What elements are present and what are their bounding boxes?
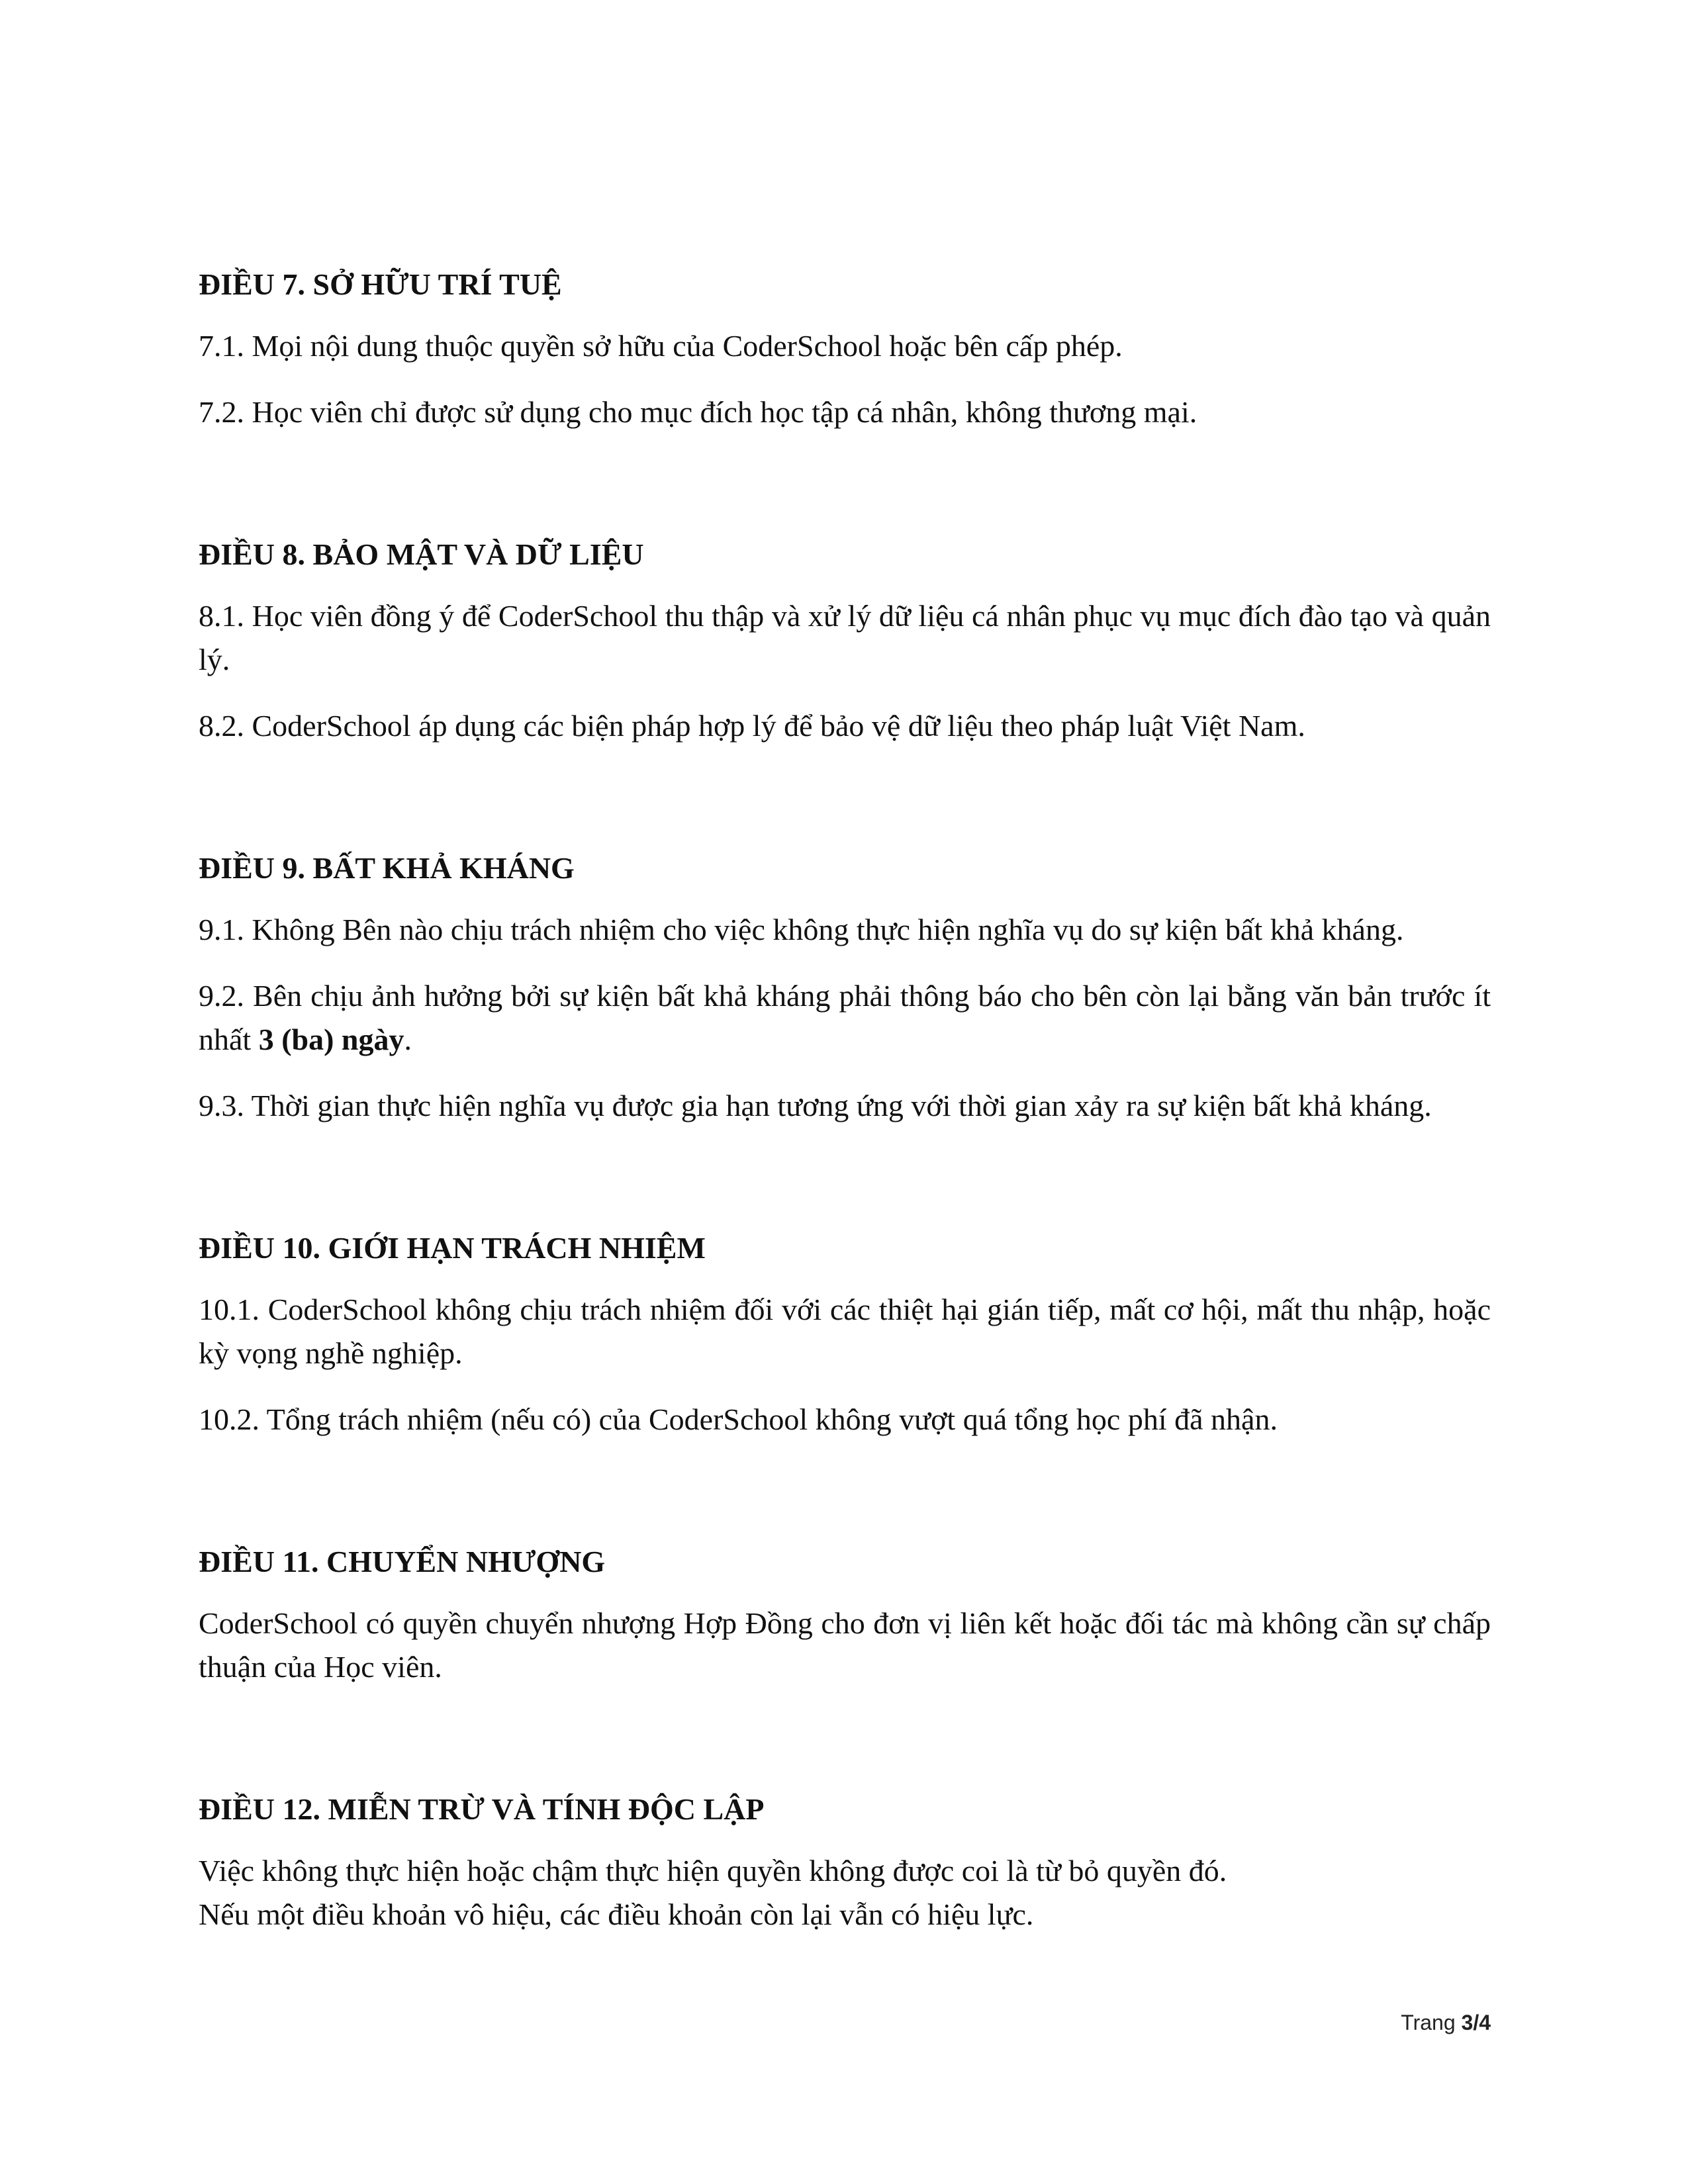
- article-9-clause-2: [199, 974, 1491, 1062]
- page-number-value: 3/4: [1461, 2011, 1491, 2034]
- article-8-clause-2: 8.2. CoderSchool áp dụng các biện pháp hợp lý để bảo vệ dữ liệu theo pháp luật Việt Nam.: [199, 709, 1305, 743]
- document-page: [199, 263, 1491, 1936]
- section-article-9: [199, 847, 1491, 1128]
- article-9-heading: ĐIỀU 9. BẤT KHẢ KHÁNG: [199, 851, 575, 885]
- section-article-11: [199, 1541, 1491, 1689]
- article-12-heading: ĐIỀU 12. MIỄN TRỪ VÀ TÍNH ĐỘC LẬP: [199, 1792, 765, 1826]
- article-10-clause-2: 10.2. Tổng trách nhiệm (nếu có) của CoderSchool không vượt quá tổng học phí đã nhận.: [199, 1402, 1278, 1436]
- article-10-heading: ĐIỀU 10. GIỚI HẠN TRÁCH NHIỆM: [199, 1231, 706, 1265]
- article-9-clause-2-text: 9.2. Bên chịu ảnh hưởng bởi sự kiện bất khả kháng phải thông báo cho bên còn lại bằng văn bản trước ít nhất: [199, 979, 1491, 1056]
- article-9-clause-3: 9.3. Thời gian thực hiện nghĩa vụ được gia hạn tương ứng với thời gian xảy ra sự kiện bất khả kháng.: [199, 1089, 1432, 1122]
- section-article-10: [199, 1227, 1491, 1441]
- article-9-notice-period: 3 (ba) ngày: [258, 1023, 404, 1056]
- article-12-waiver: Việc không thực hiện hoặc chậm thực hiện quyền không được coi là từ bỏ quyền đó.: [199, 1854, 1227, 1888]
- article-9-clause-1: 9.1. Không Bên nào chịu trách nhiệm cho việc không thực hiện nghĩa vụ do sự kiện bất khả kháng.: [199, 913, 1404, 946]
- section-article-7: [199, 263, 1491, 434]
- article-7-heading: ĐIỀU 7. SỞ HỮU TRÍ TUỆ: [199, 267, 562, 301]
- article-7-clause-1: 7.1. Mọi nội dung thuộc quyền sở hữu của CoderSchool hoặc bên cấp phép.: [199, 329, 1123, 363]
- article-11-body: CoderSchool có quyền chuyển nhượng Hợp Đồng cho đơn vị liên kết hoặc đối tác mà không cần sự chấp thuận của Học viên.: [199, 1606, 1491, 1684]
- article-9-clause-2-end: .: [404, 1023, 412, 1056]
- article-12-body: [199, 1849, 1491, 1936]
- article-8-heading: ĐIỀU 8. BẢO MẬT VÀ DỮ LIỆU: [199, 537, 644, 571]
- page-number-label: Trang: [1401, 2011, 1456, 2034]
- article-10-clause-1: 10.1. CoderSchool không chịu trách nhiệm đối với các thiệt hại gián tiếp, mất cơ hội, mất thu nhập, hoặc kỳ vọng nghề nghiệp.: [199, 1293, 1491, 1370]
- section-article-8: [199, 533, 1491, 748]
- article-12-severability: Nếu một điều khoản vô hiệu, các điều khoản còn lại vẫn có hiệu lực.: [199, 1897, 1034, 1931]
- article-11-heading: ĐIỀU 11. CHUYỂN NHƯỢNG: [199, 1545, 606, 1578]
- page-number: [1401, 2009, 1491, 2036]
- section-article-12: [199, 1788, 1491, 1936]
- article-8-clause-1: 8.1. Học viên đồng ý để CoderSchool thu thập và xử lý dữ liệu cá nhân phục vụ mục đích đào tạo và quản lý.: [199, 599, 1491, 676]
- article-7-clause-2: 7.2. Học viên chỉ được sử dụng cho mục đích học tập cá nhân, không thương mại.: [199, 395, 1197, 429]
